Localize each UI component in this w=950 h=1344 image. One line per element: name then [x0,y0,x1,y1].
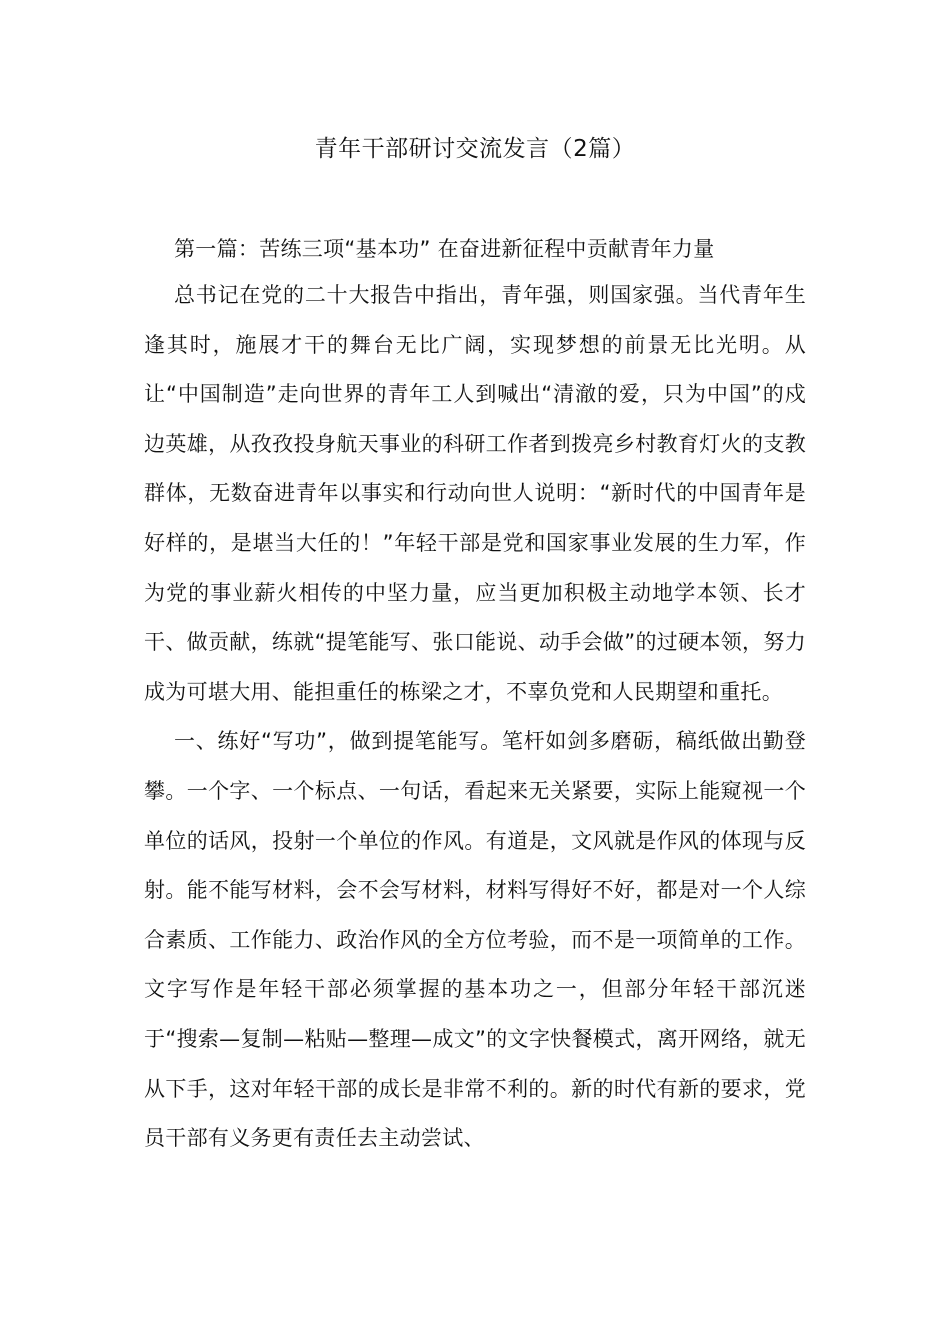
body-paragraph: 总书记在党的二十大报告中指出，青年强，则国家强。当代青年生逢其时，施展才干的舞台无比广阔，实现梦想的前景无比光明。从让“中国制造”走向世界的青年工人到喊出“清澈的爱，只为中国”的戍边英雄，从孜孜投身航天事业的科研工作者到拨亮乡村教育灯火的支教群体，无数奋进青年以事实和行动向世人说明：“新时代的中国青年是好样的，是堪当大任的！”年轻干部是党和国家事业发展的生力军，作为党的事业薪火相传的中坚力量，应当更加积极主动地学本领、长才干、做贡献，练就“提笔能写、张口能说、动手会做”的过硬本领，努力成为可堪大用、能担重任的栋梁之才，不辜负党和人民期望和重托。 [144,283,806,704]
section-heading: 第一篇：苦练三项“基本功” 在奋进新征程中贡献青年力量 [174,237,715,261]
document-body [144,230,806,1164]
body-paragraph: 一、练好“写功”，做到提笔能写。笔杆如剑多磨砺，稿纸做出勤登攀。一个字、一个标点、一句话，看起来无关紧要，实际上能窥视一个单位的话风，投射一个单位的作风。有道是，文风就是作风的体现与反射。能不能写材料，会不会写材料，材料写得好不好，都是对一个人综合素质、工作能力、政治作风的全方位考验，而不是一项简单的工作。文字写作是年轻干部必须掌握的基本功之一，但部分年轻干部沉迷于“搜索—复制—粘贴—整理—成文”的文字快餐模式，离开网络，就无从下手，这对年轻干部的成长是非常不利的。新的时代有新的要求，党员干部有义务更有责任去主动尝试、 [144,729,806,1151]
document-title: 青年干部研讨交流发言（2篇） [314,136,636,162]
